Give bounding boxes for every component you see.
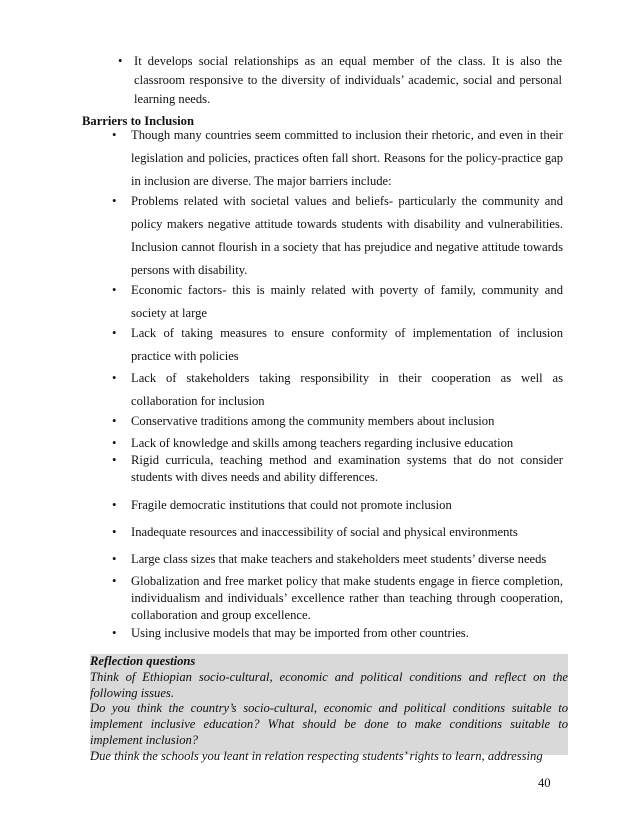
bullet-icon: •	[112, 371, 117, 385]
bullet-icon: •	[112, 453, 117, 467]
reflection-box	[90, 654, 568, 763]
list-item-text: Large class sizes that make teachers and stakeholders meet students’ diverse needs	[131, 552, 547, 566]
list-item	[112, 279, 563, 325]
bullet-icon: •	[112, 283, 117, 297]
list-item-text: Fragile democratic institutions that could not promote inclusion	[131, 498, 452, 512]
list-item-text: Rigid curricula, teaching method and examination systems that do not consider students with dives needs and ability differences.	[131, 453, 563, 484]
bullet-icon: •	[112, 194, 117, 208]
list-item-text: Using inclusive models that may be imported from other countries.	[131, 626, 469, 640]
list-item	[112, 322, 563, 368]
bullet-icon: •	[112, 498, 117, 512]
list-item	[118, 52, 562, 109]
reflection-text: Do you think the country’s socio-cultural, economic and political conditions suitable to implement inclusive education? What should be done to make conditions suitable to implement inclusion?	[90, 701, 568, 747]
list-item-text: Lack of knowledge and skills among teachers regarding inclusive education	[131, 436, 514, 450]
list-item	[112, 367, 563, 413]
list-item-text: Lack of stakeholders taking responsibility in their cooperation as well as collaboration for inclusion	[131, 371, 563, 408]
reflection-text: Due think the schools you leant in relation respecting students’ rights to learn, addressing	[90, 748, 543, 763]
list-item	[112, 435, 563, 452]
bullet-icon: •	[112, 525, 117, 539]
list-item	[112, 452, 563, 486]
list-item-text: Conservative traditions among the community members about inclusion	[131, 414, 495, 428]
section-heading: Barriers to Inclusion	[82, 114, 194, 128]
list-item	[112, 524, 563, 541]
list-item	[112, 625, 563, 642]
list-item	[112, 497, 563, 514]
bullet-icon: •	[118, 54, 123, 68]
page-number: 40	[538, 776, 551, 790]
list-item-text: Problems related with societal values and beliefs- particularly the community and policy makers negative attitude towards students with disability and vulnerabilities. Inclusion cannot flourish in a society that has prejudice and negative attitude towards persons with disability.	[131, 194, 563, 277]
reflection-text: Think of Ethiopian socio-cultural, economic and political conditions and reflect on the following issues.	[90, 669, 568, 700]
bullet-icon: •	[112, 626, 117, 640]
bullet-icon: •	[112, 574, 117, 588]
list-item-text: It develops social relationships as an equal member of the class. It is also the classroom responsive to the diversity of individuals’ academic, social and personal learning needs.	[134, 54, 562, 106]
list-item-text: Though many countries seem committed to inclusion their rhetoric, and even in their legislation and policies, practices often fall short. Reasons for the policy-practice gap in inclusion are diverse. The major barriers include:	[131, 128, 563, 188]
list-item	[112, 573, 563, 624]
bullet-icon: •	[112, 128, 117, 142]
bullet-icon: •	[112, 326, 117, 340]
bullet-icon: •	[112, 436, 117, 450]
list-item	[112, 410, 563, 433]
list-item-text: Inadequate resources and inaccessibility of social and physical environments	[131, 525, 518, 539]
list-item	[112, 190, 563, 282]
list-item	[112, 124, 563, 193]
list-item-text: Lack of taking measures to ensure conformity of implementation of inclusion practice with policies	[131, 326, 563, 363]
list-item-text: Economic factors- this is mainly related with poverty of family, community and society at large	[131, 283, 563, 320]
list-item-text: Globalization and free market policy that make students engage in fierce completion, individualism and individuals’ excellence rather than teaching through cooperation, collaboration and group excellence.	[131, 574, 563, 622]
bullet-icon: •	[112, 414, 117, 428]
reflection-heading: Reflection questions	[90, 654, 196, 668]
bullet-icon: •	[112, 552, 117, 566]
list-item	[112, 551, 563, 568]
